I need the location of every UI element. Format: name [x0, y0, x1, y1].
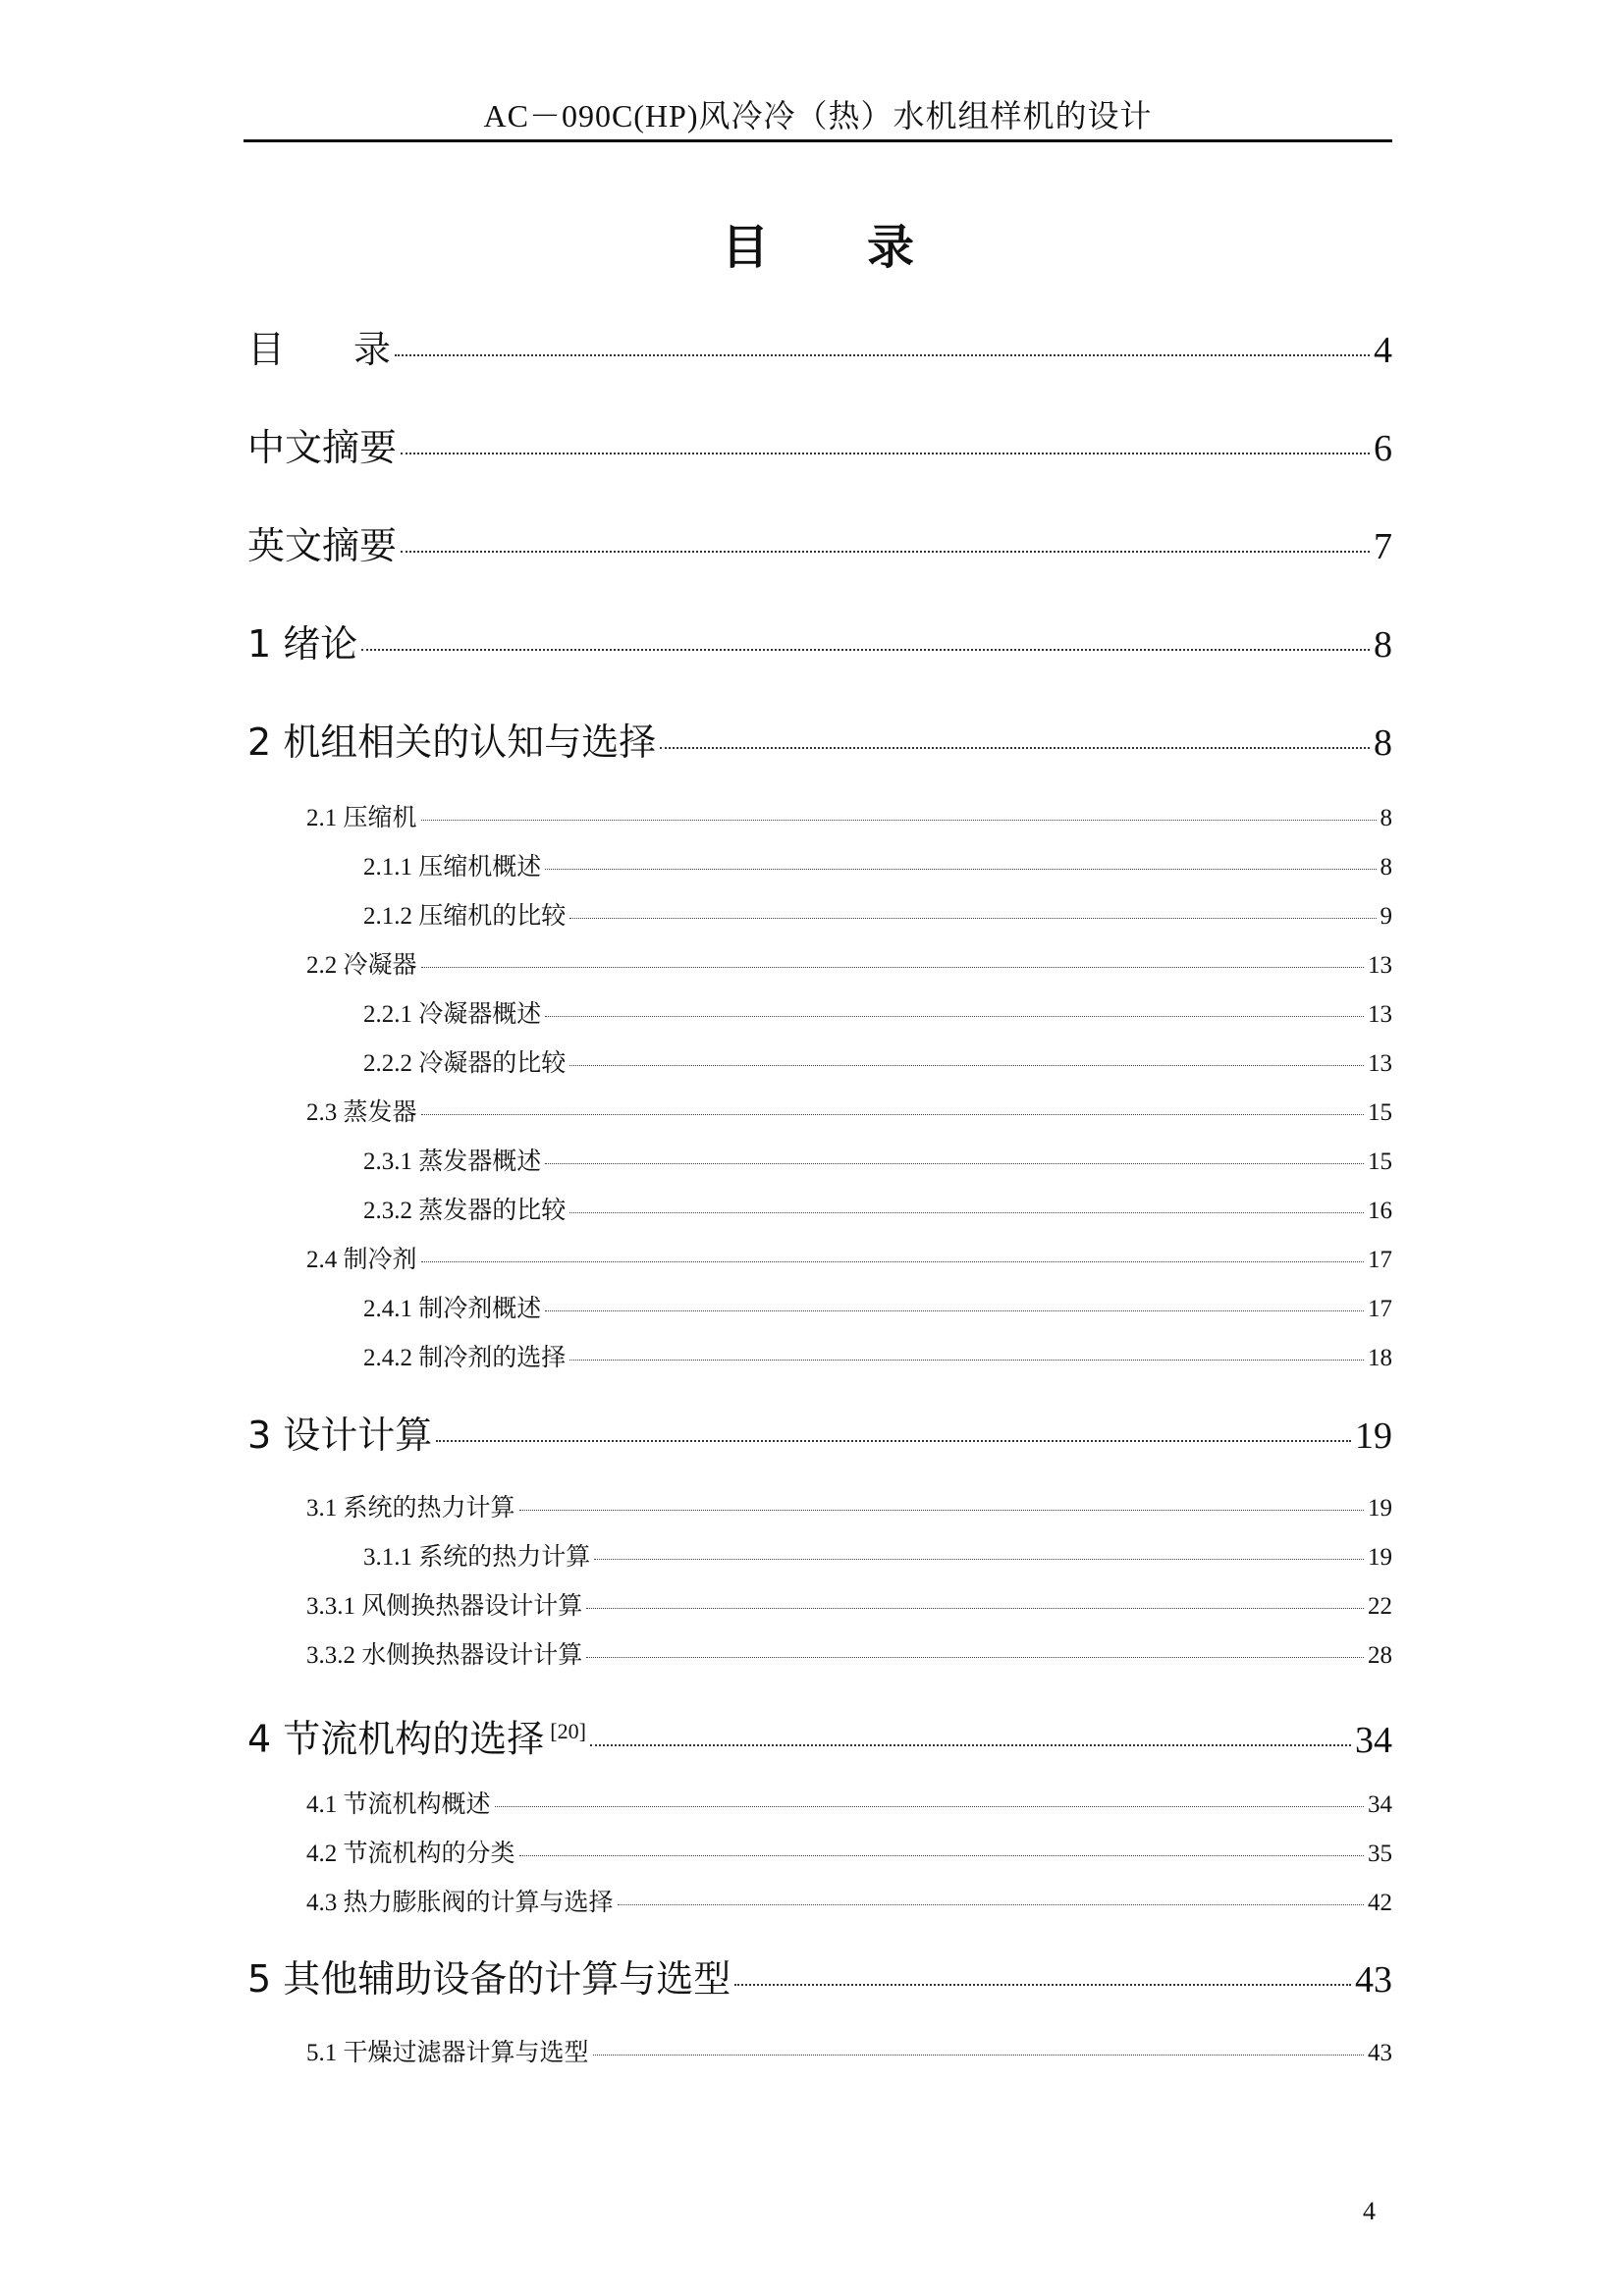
toc-entry-page: 4	[1374, 330, 1392, 371]
toc-entry-chapter-3[interactable]	[247, 1410, 1392, 1462]
running-header: AC－090C(HP)风冷冷（热）水机组样机的设计	[483, 98, 1153, 133]
leader-dots	[395, 354, 1370, 356]
toc-entry-page: 34	[1355, 1719, 1392, 1761]
toc-entry-label: 5 其他辅助设备的计算与选型	[247, 1957, 731, 2001]
toc-entry-page: 15	[1368, 1099, 1392, 1126]
toc-entry-chapter-5[interactable]	[247, 1953, 1392, 2005]
toc-entry-label: 3.3.2 水侧换热器设计计算	[306, 1642, 583, 1669]
leader-dots	[421, 967, 1364, 968]
toc-entry-page: 8	[1380, 854, 1392, 881]
leader-dots	[401, 551, 1370, 553]
leader-dots	[519, 1855, 1364, 1856]
toc-entry-label: 2.3.1 蒸发器概述	[363, 1148, 542, 1175]
toc-entry-page: 13	[1368, 1001, 1392, 1028]
toc-entry-page: 13	[1368, 952, 1392, 979]
toc-entry-section-3-3-2[interactable]	[306, 1638, 1392, 1674]
leader-dots	[545, 869, 1376, 870]
toc-entry-page: 34	[1368, 1791, 1392, 1818]
toc-entry-page: 28	[1368, 1642, 1392, 1669]
toc-entry-page: 8	[1374, 624, 1392, 666]
leader-dots	[421, 1261, 1364, 1262]
toc-entry-label: 英文摘要	[247, 524, 398, 567]
toc-entry-label: 3.3.1 风侧换热器设计计算	[306, 1593, 583, 1620]
toc-entry-label: 3.1.1 系统的热力计算	[363, 1544, 591, 1571]
toc-entry-page: 17	[1368, 1296, 1392, 1322]
toc-entry-page: 8	[1380, 805, 1392, 831]
toc-entry-section-5-1[interactable]	[306, 2036, 1392, 2071]
toc-entry-label: 3.1 系统的热力计算	[306, 1495, 515, 1522]
toc-entry-label: 2.3 蒸发器	[306, 1099, 417, 1126]
toc-entry-label: 4.3 热力膨胀阀的计算与选择	[306, 1890, 614, 1916]
toc-entry-label: 2.4.1 制冷剂概述	[363, 1296, 542, 1322]
toc-entry-page: 19	[1368, 1495, 1392, 1522]
leader-dots	[569, 918, 1376, 919]
leader-dots	[401, 453, 1370, 454]
leader-dots	[586, 1657, 1364, 1658]
toc-entry-page: 17	[1368, 1247, 1392, 1273]
leader-dots	[593, 2055, 1364, 2056]
toc-entry-page: 18	[1368, 1345, 1392, 1371]
toc-entry-section-2-2-2[interactable]	[363, 1046, 1392, 1082]
toc-entry-page: 19	[1368, 1544, 1392, 1571]
leader-dots	[421, 820, 1377, 821]
leader-dots	[436, 1440, 1351, 1442]
leader-dots	[660, 747, 1370, 749]
toc-entry-label: 目	[247, 328, 286, 371]
toc-entry-english-abstract[interactable]	[247, 520, 1392, 572]
toc-entry-page: 13	[1368, 1050, 1392, 1077]
leader-dots	[519, 1510, 1364, 1511]
toc-entry-section-2-4-1[interactable]	[363, 1292, 1392, 1327]
toc-entry-label: 2.1.1 压缩机概述	[363, 854, 542, 881]
toc-entry-section-2-1-2[interactable]	[363, 899, 1392, 934]
toc-entry-page: 6	[1374, 428, 1392, 469]
leader-dots	[569, 1212, 1364, 1213]
toc-entry-label: 2.4.2 制冷剂的选择	[363, 1345, 567, 1371]
leader-dots	[569, 1360, 1364, 1361]
toc-entry-page: 43	[1355, 1959, 1392, 2001]
leader-dots	[734, 1984, 1351, 1986]
toc-entry-label: 4.2 节流机构的分类	[306, 1841, 515, 1867]
leader-dots	[361, 649, 1370, 651]
toc-entry-label: 录	[353, 328, 392, 371]
toc-entry-label: 2.1.2 压缩机的比较	[363, 903, 567, 930]
toc-entry-label: 4 节流机构的选择	[247, 1717, 545, 1761]
toc-entry-page: 9	[1380, 903, 1392, 930]
toc-entry-label: 2.1 压缩机	[306, 805, 417, 831]
toc-entry-section-3-3-1[interactable]	[306, 1589, 1392, 1625]
toc-entry-label: 2.2.1 冷凝器概述	[363, 1001, 542, 1028]
toc-entry-chapter-2[interactable]	[247, 717, 1392, 769]
toc-entry-page: 22	[1368, 1593, 1392, 1620]
leader-dots	[618, 1904, 1364, 1905]
toc-entry-section-4-2[interactable]	[306, 1837, 1392, 1872]
toc-entry-section-2-2-1[interactable]	[363, 997, 1392, 1033]
page-number: 4	[1363, 2197, 1376, 2225]
leader-dots	[569, 1065, 1364, 1066]
toc-entry-section-2-3[interactable]	[306, 1095, 1392, 1131]
leader-dots	[545, 1163, 1364, 1164]
toc-entry-page: 8	[1374, 722, 1392, 764]
toc-entry-section-4-1[interactable]	[306, 1788, 1392, 1823]
toc-entry-page: 15	[1368, 1148, 1392, 1175]
toc-entry-label: 2 机组相关的认知与选择	[247, 721, 657, 764]
toc-entry-page: 43	[1368, 2040, 1392, 2066]
toc-entry-page: 42	[1368, 1890, 1392, 1916]
toc-entry-section-2-4-2[interactable]	[363, 1341, 1392, 1376]
toc-entry-label: 中文摘要	[247, 426, 398, 469]
toc-entry-section-2-3-2[interactable]	[363, 1194, 1392, 1229]
toc-entry-label: 4.1 节流机构概述	[306, 1791, 491, 1818]
toc-entry-section-3-1-1[interactable]	[363, 1540, 1392, 1575]
toc-entry-section-2-2[interactable]	[306, 948, 1392, 984]
toc-title-part2: 录	[867, 220, 915, 275]
toc-entry-chinese-abstract[interactable]	[247, 422, 1392, 474]
toc-entry-label: 2.4 制冷剂	[306, 1247, 417, 1273]
leader-dots	[421, 1114, 1364, 1115]
leader-dots	[545, 1016, 1364, 1017]
toc-entry-label: 2.3.2 蒸发器的比较	[363, 1198, 567, 1224]
toc-entry-label: 3 设计计算	[247, 1414, 433, 1457]
leader-dots	[495, 1806, 1364, 1807]
toc-entry-chapter-4[interactable]	[247, 1706, 1392, 1766]
toc-entry-label: 2.2 冷凝器	[306, 952, 417, 979]
toc-entry-label: 2.2.2 冷凝器的比较	[363, 1050, 567, 1077]
toc-entry-section-4-3[interactable]	[306, 1886, 1392, 1921]
toc-entry-page: 35	[1368, 1841, 1392, 1867]
leader-dots	[545, 1310, 1364, 1311]
leader-dots	[586, 1608, 1364, 1609]
toc-entry-label: 1 绪论	[247, 622, 358, 666]
toc-entry-page: 19	[1355, 1415, 1392, 1457]
toc-entry-mulu[interactable]	[247, 324, 1392, 376]
citation-superscript: [20]	[550, 1719, 586, 1743]
toc-title-part1: 目	[721, 220, 769, 275]
toc-entry-section-2-4[interactable]	[306, 1243, 1392, 1278]
leader-dots	[594, 1559, 1364, 1560]
toc-entry-page: 16	[1368, 1198, 1392, 1224]
toc-entry-section-2-1[interactable]	[306, 801, 1392, 836]
toc-entry-section-2-1-1[interactable]	[363, 850, 1392, 885]
toc-entry-section-3-1[interactable]	[306, 1491, 1392, 1526]
toc-entry-page: 7	[1374, 526, 1392, 567]
toc-entry-label: 5.1 干燥过滤器计算与选型	[306, 2040, 589, 2066]
toc-entry-chapter-1[interactable]	[247, 618, 1392, 670]
leader-dots	[590, 1744, 1351, 1746]
toc-entry-section-2-3-1[interactable]	[363, 1145, 1392, 1180]
